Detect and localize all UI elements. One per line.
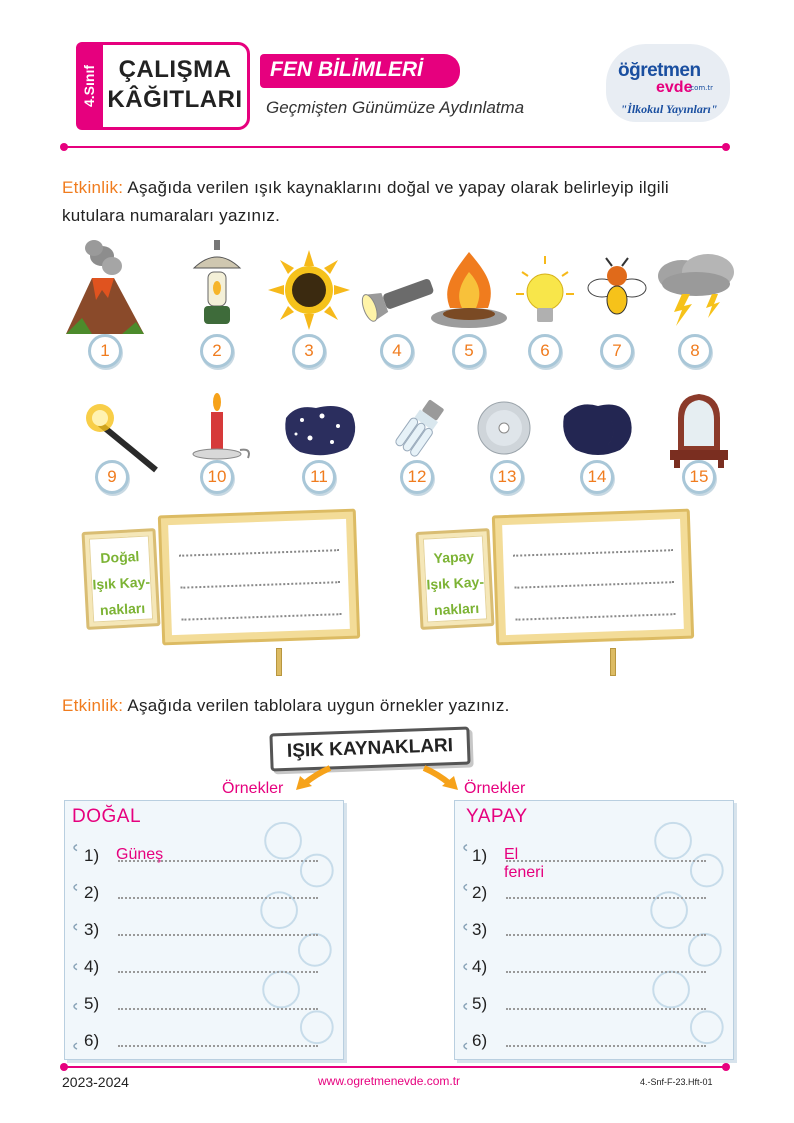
item-3: [266, 238, 352, 368]
answer-line[interactable]: [506, 897, 706, 899]
row-answer: El feneri: [504, 846, 545, 881]
answer-line[interactable]: [506, 1045, 706, 1047]
item-9: [76, 388, 162, 518]
item-number-badge: 13: [490, 460, 524, 494]
item-12: [374, 388, 460, 518]
natural-label-line2: Işık Kay-: [92, 573, 151, 593]
activity2-instructions: [62, 692, 510, 720]
answer-line[interactable]: [515, 613, 675, 621]
answer-line[interactable]: [514, 581, 674, 589]
item-number-badge: 5: [452, 334, 486, 368]
natural-answer-sign: [158, 509, 360, 646]
natural-sources-board: [80, 508, 380, 688]
item-number-badge: 6: [528, 334, 562, 368]
kids-pattern-decoration: [243, 801, 343, 1059]
artificial-label-card: [415, 528, 494, 630]
answer-line[interactable]: [181, 613, 341, 621]
subject-badge: FEN BİLİMLERİ: [260, 54, 460, 88]
natural-label-line3: nakları: [99, 599, 146, 619]
artificial-answer-sign: [492, 509, 694, 646]
activity1-line2: kutulara numaraları yazınız.: [62, 206, 281, 225]
grade-label: 4.Sınıf: [81, 64, 97, 108]
activity2-text: Aşağıda verilen tablolara uygun örnekler yazınız.: [123, 696, 510, 715]
item-number-badge: 15: [682, 460, 716, 494]
sign-post: [610, 648, 616, 676]
item-10: [174, 388, 260, 518]
row-number: 2): [84, 883, 100, 902]
row-number: 3): [84, 920, 100, 939]
artificial-label-line1: Yapay: [433, 547, 475, 567]
light-sources-banner: IŞIK KAYNAKLARI: [269, 727, 470, 772]
logo-brand-word-2: evde: [656, 79, 693, 96]
activity1-line1: Aşağıda verilen ışık kaynaklarını doğal ve yapay olarak belirleyip ilgili: [123, 178, 669, 197]
item-number-badge: 11: [302, 460, 336, 494]
kids-pattern-decoration: [633, 801, 733, 1059]
answer-line[interactable]: [118, 1045, 318, 1047]
activity-label: Etkinlik:: [62, 178, 124, 197]
logo-slogan: "İlkokul Yayınları": [620, 102, 718, 116]
row-number: 3): [472, 920, 488, 939]
publisher-logo: [606, 44, 730, 124]
logo-brand-word: öğretmen: [618, 60, 701, 81]
artificial-list-title: YAPAY: [466, 806, 528, 827]
sun-icon: [266, 238, 352, 338]
artificial-sources-board: [414, 508, 714, 688]
worksheet-title: [100, 42, 250, 130]
header-divider: [64, 146, 726, 148]
footer-document-code: 4.-Snf-F-23.Hft-01: [640, 1077, 713, 1087]
row-number: 5): [472, 994, 488, 1013]
item-number-badge: 7: [600, 334, 634, 368]
row-number: 6): [472, 1031, 488, 1050]
item-number-badge: 10: [200, 460, 234, 494]
answer-line[interactable]: [179, 549, 339, 557]
item-number-badge: 4: [380, 334, 414, 368]
arrow-left-icon: [290, 764, 334, 794]
title-line-1: ÇALIŞMA: [118, 56, 232, 83]
item-7: [574, 238, 660, 368]
natural-label-line1: Doğal: [100, 548, 140, 567]
campfire-icon: [426, 238, 512, 338]
item-number-badge: 14: [580, 460, 614, 494]
item-15: [656, 388, 742, 518]
logo-domain: .com.tr: [688, 84, 714, 92]
answer-line[interactable]: [513, 549, 673, 557]
footer-divider: [64, 1066, 726, 1068]
notepad-binding: [71, 801, 79, 1059]
row-number: 4): [84, 957, 100, 976]
item-13: [464, 388, 550, 518]
item-number-badge: 2: [200, 334, 234, 368]
title-line-2: KÂĞITLARI: [107, 86, 243, 113]
answer-line[interactable]: [506, 934, 706, 936]
answer-line[interactable]: [118, 1008, 318, 1010]
item-8: [652, 238, 738, 368]
notepad-binding: [461, 801, 469, 1059]
row-number: 4): [472, 957, 488, 976]
sign-post: [276, 648, 282, 676]
item-number-badge: 8: [678, 334, 712, 368]
item-number-badge: 1: [88, 334, 122, 368]
item-2: [174, 238, 260, 368]
item-11: [276, 388, 362, 518]
item-number-badge: 12: [400, 460, 434, 494]
examples-label-right: Örnekler: [464, 780, 526, 797]
row-answer: Güneş: [116, 846, 164, 863]
row-number: 1): [472, 846, 488, 865]
footer-website-link[interactable]: www.ogretmenevde.com.tr: [318, 1074, 461, 1088]
answer-line[interactable]: [506, 1008, 706, 1010]
answer-line[interactable]: [180, 581, 340, 589]
footer-year: 2023-2024: [62, 1074, 129, 1090]
firefly-icon: [574, 238, 660, 338]
activity1-instructions: [62, 174, 669, 230]
row-number: 5): [84, 994, 100, 1013]
natural-label-card: [81, 528, 160, 630]
item-5: [426, 238, 512, 368]
oil-lantern-icon: [174, 238, 260, 338]
item-14: [554, 388, 640, 518]
item-1: [62, 238, 148, 368]
volcano-icon: [62, 238, 148, 338]
answer-line[interactable]: [506, 971, 706, 973]
topic-subtitle: Geçmişten Günümüze Aydınlatma: [266, 98, 525, 117]
natural-answer-panel: [168, 519, 350, 635]
answer-line[interactable]: [118, 897, 318, 899]
answer-line[interactable]: [118, 934, 318, 936]
answer-line[interactable]: [118, 971, 318, 973]
arrow-right-icon: [420, 764, 464, 794]
natural-list-title: DOĞAL: [72, 806, 142, 827]
artificial-label-line3: nakları: [433, 599, 480, 619]
row-number: 6): [84, 1031, 100, 1050]
examples-label-left: Örnekler: [222, 780, 284, 797]
grade-tab: [76, 42, 102, 130]
activity-label: Etkinlik:: [62, 696, 124, 715]
item-number-badge: 9: [95, 460, 129, 494]
lightning-cloud-icon: [652, 238, 738, 338]
artificial-answer-panel: [502, 519, 684, 635]
item-number-badge: 3: [292, 334, 326, 368]
artificial-label-line2: Işık Kay-: [426, 573, 485, 593]
row-number: 1): [84, 846, 100, 865]
row-number: 2): [472, 883, 488, 902]
